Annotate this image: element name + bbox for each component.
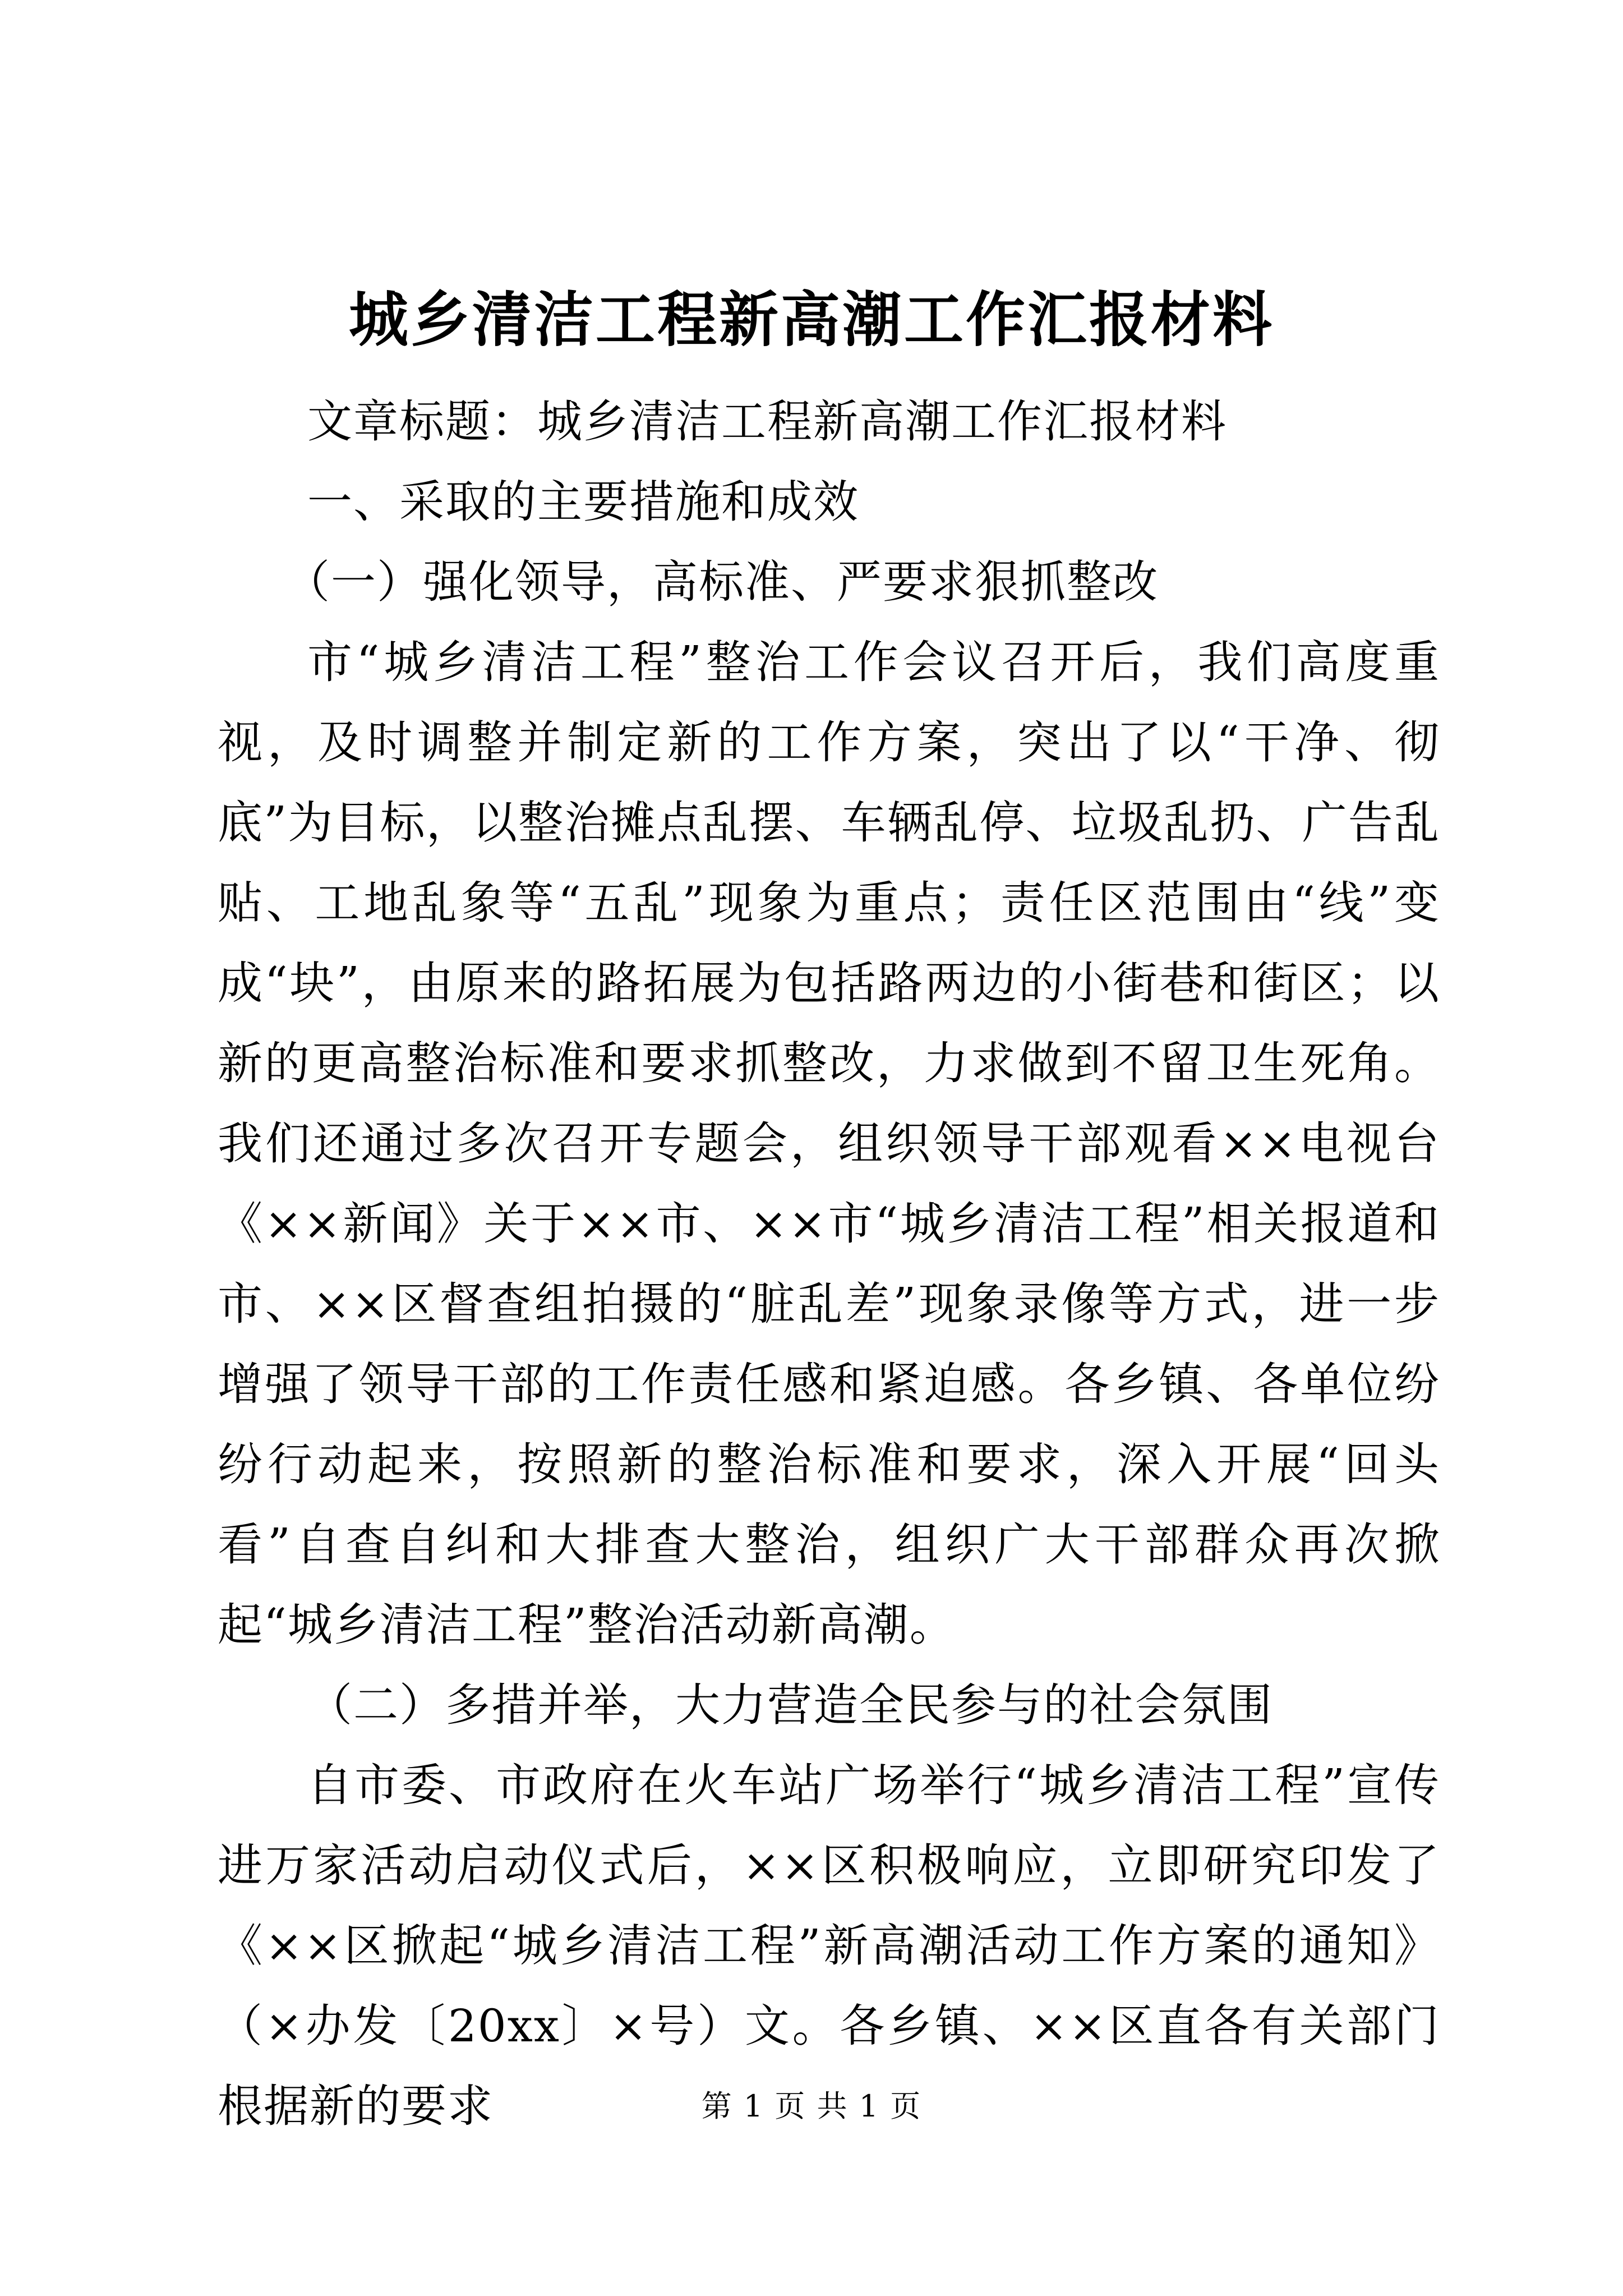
- subsection-heading: （二）多措并举，大力营造全民参与的社会氛围: [307, 1679, 1273, 1731]
- document-body: [218, 381, 1440, 2146]
- subsection-heading: （一）强化领导，高标准、严要求狠抓整改: [285, 556, 1159, 608]
- body-paragraph: 市“城乡清洁工程”整治工作会议召开后，我们高度重视，及时调整并制定新的工作方案，突出了以“干净、彻底”为目标，以整治摊点乱摆、车辆乱停、垃圾乱扔、广告乱贴、工地乱象等“五乱”现象为重点；责任区范围由“线”变成“块”，由原来的路拓展为包括路两边的小街巷和街区；以新的更高整治标准和要求抓整改，力求做到不留卫生死角。我们还通过多次召开专题会，组织领导干部观看××电视台《××新闻》关于××市、××市“城乡清洁工程”相关报道和市、××区督查组拍摄的“脏乱差”现象录像等方式，进一步增强了领导干部的工作责任感和紧迫感。各乡镇、各单位纷纷行动起来，按照新的整治标准和要求，深入开展“回头看”自查自纠和大排查大整治，组织广大干部群众再次掀起“城乡清洁工程”整治活动新高潮。: [218, 636, 1440, 1651]
- document-title: 城乡清洁工程新高潮工作汇报材料: [349, 284, 1274, 355]
- body-paragraph: 自市委、市政府在火车站广场举行“城乡清洁工程”宣传进万家活动启动仪式后，××区积极响应，立即研究印发了《××区掀起“城乡清洁工程”新高潮活动工作方案的通知》（×办发〔20xx〕×号）文。各乡镇、××区直各有关部门根据新的要求: [218, 1759, 1440, 2132]
- section-heading: 一、采取的主要措施和成效: [307, 476, 859, 528]
- article-title-line: 文章标题：城乡清洁工程新高潮工作汇报材料: [307, 395, 1227, 448]
- page-footer: 第 1 页 共 1 页: [701, 2088, 922, 2124]
